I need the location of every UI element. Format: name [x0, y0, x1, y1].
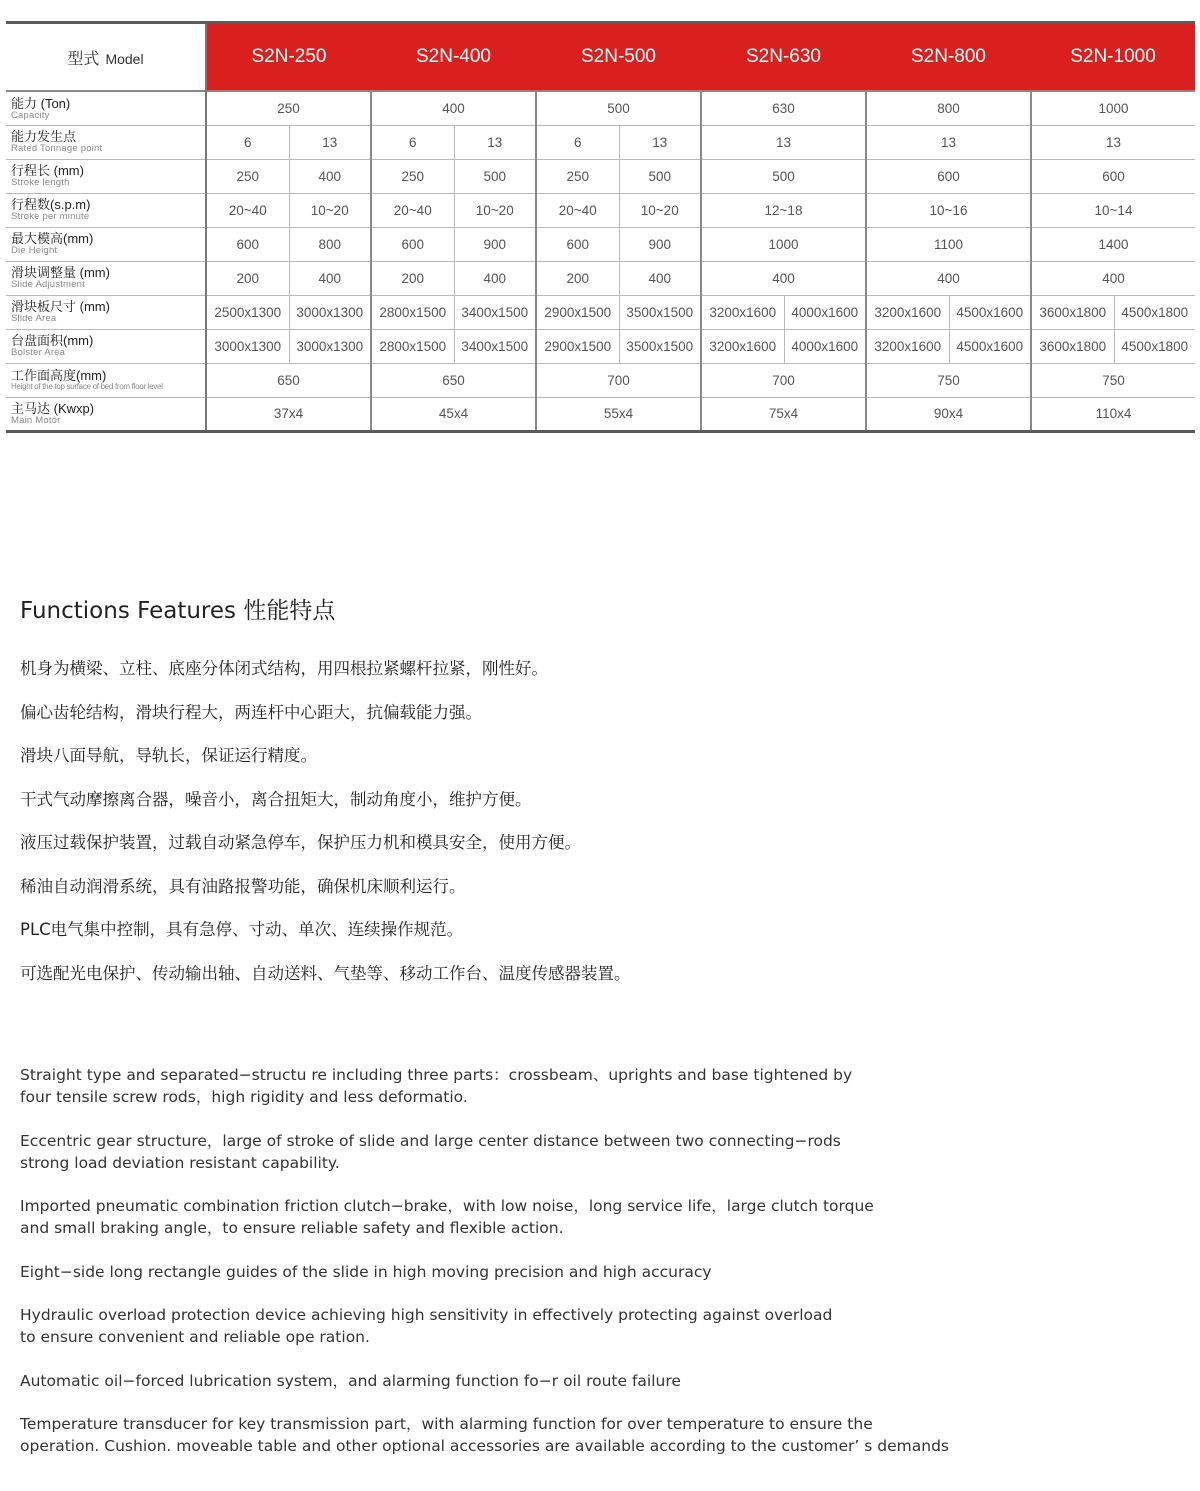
- spec-cell: 3400x1500: [454, 295, 536, 329]
- spec-cell: 12~18: [701, 193, 866, 227]
- spec-cell: 400: [289, 261, 371, 295]
- spec-cell: 500: [701, 159, 866, 193]
- feature-en-line: Eccentric gear structure，large of stroke of slide and large center distance between two connecting−rods: [20, 1131, 841, 1150]
- spec-cell: 75x4: [701, 397, 866, 431]
- spec-row: [6, 329, 1195, 363]
- spec-cell: 45x4: [371, 397, 536, 431]
- row-label: [6, 329, 206, 363]
- spec-cell: 400: [619, 261, 701, 295]
- spec-cell: 2900x1500: [536, 329, 619, 363]
- spec-cell: 600: [371, 227, 454, 261]
- spec-cell: 4500x1600: [949, 329, 1031, 363]
- feature-en-line: and small braking angle，to ensure reliable safety and flexible action.: [20, 1219, 564, 1237]
- spec-cell: 10~20: [619, 193, 701, 227]
- spec-cell: 600: [536, 227, 619, 261]
- spec-cell: 90x4: [866, 397, 1031, 431]
- model-header: [6, 23, 206, 92]
- row-label: [6, 227, 206, 261]
- spec-cell: 750: [866, 363, 1031, 397]
- spec-cell: 1000: [1031, 91, 1195, 125]
- spec-cell: 400: [701, 261, 866, 295]
- spec-cell: 750: [1031, 363, 1195, 397]
- spec-cell: 3500x1500: [619, 329, 701, 363]
- spec-cell: 20~40: [371, 193, 454, 227]
- row-label-cn: 能力发生点: [11, 129, 77, 145]
- feature-en-item: [20, 1370, 980, 1392]
- feature-en-item: [20, 1413, 980, 1457]
- feature-cn-item: 滑块八面导航，导轨长，保证运行精度。: [20, 746, 317, 765]
- row-label-cn: 台盘面积(mm): [11, 333, 94, 349]
- model-column-header: S2N-400: [371, 23, 536, 92]
- spec-cell: 400: [454, 261, 536, 295]
- row-label: [6, 159, 206, 193]
- spec-cell: 4500x1600: [949, 295, 1031, 329]
- feature-en-line: Eight−side long rectangle guides of the slide in high moving precision and high accuracy: [20, 1262, 712, 1281]
- spec-cell: 3000x1300: [289, 295, 371, 329]
- spec-cell: 4000x1600: [784, 295, 866, 329]
- spec-cell: 6: [371, 125, 454, 159]
- spec-cell: 200: [206, 261, 289, 295]
- spec-cell: 3200x1600: [701, 295, 784, 329]
- row-label-cn: 最大模高(mm): [11, 231, 94, 247]
- spec-cell: 13: [701, 125, 866, 159]
- row-label-en: Rated Tonnage point: [11, 143, 103, 155]
- spec-cell: 650: [206, 363, 371, 397]
- feature-en-item: [20, 1304, 980, 1348]
- spec-cell: 900: [454, 227, 536, 261]
- spec-cell: 2800x1500: [371, 295, 454, 329]
- spec-cell: 700: [536, 363, 701, 397]
- spec-cell: 3200x1600: [701, 329, 784, 363]
- spec-cell: 1100: [866, 227, 1031, 261]
- spec-row: [6, 193, 1195, 227]
- spec-cell: 110x4: [1031, 397, 1195, 431]
- spec-cell: 900: [619, 227, 701, 261]
- feature-en-item: [20, 1130, 980, 1174]
- row-label-en: Die Height: [11, 245, 58, 257]
- spec-cell: 2800x1500: [371, 329, 454, 363]
- spec-cell: 10~14: [1031, 193, 1195, 227]
- row-label: [6, 397, 206, 431]
- spec-cell: 200: [536, 261, 619, 295]
- row-label: [6, 91, 206, 125]
- spec-cell: 1400: [1031, 227, 1195, 261]
- feature-en-line: four tensile screw rods，high rigidity and less deformatio.: [20, 1088, 468, 1106]
- feature-en-line: Straight type and separated−structu re including three parts：crossbeam、uprights and base tightened by: [20, 1066, 853, 1084]
- feature-en-item: [20, 1064, 980, 1108]
- feature-cn-item: 机身为横梁、立柱、底座分体闭式结构，用四根拉紧螺杆拉紧，刚性好。: [20, 659, 548, 678]
- feature-cn-item: PLC电气集中控制，具有急停、寸动、单次、连续操作规范。: [20, 920, 464, 939]
- model-column-header: S2N-800: [866, 23, 1031, 92]
- feature-en-item: [20, 1261, 980, 1283]
- row-label: [6, 261, 206, 295]
- spec-cell: 800: [289, 227, 371, 261]
- spec-cell: 13: [866, 125, 1031, 159]
- spec-cell: 3500x1500: [619, 295, 701, 329]
- spec-row: [6, 227, 1195, 261]
- spec-cell: 3400x1500: [454, 329, 536, 363]
- spec-cell: 4500x1800: [1114, 295, 1195, 329]
- row-label-en: Slide Adjustment: [11, 279, 85, 291]
- spec-cell: 6: [206, 125, 289, 159]
- spec-cell: 400: [1031, 261, 1195, 295]
- spec-row: [6, 125, 1195, 159]
- feature-cn-item: 可选配光电保护、传动输出轴、自动送料、气垫等、移动工作台、温度传感器装置。: [20, 963, 631, 983]
- spec-cell: 500: [619, 159, 701, 193]
- spec-cell: 250: [536, 159, 619, 193]
- spec-row: [6, 363, 1195, 397]
- model-column-header: S2N-250: [206, 23, 371, 92]
- features-cn-list: [20, 655, 631, 1003]
- spec-cell: 13: [1031, 125, 1195, 159]
- spec-table: [6, 21, 1195, 433]
- spec-cell: 10~20: [289, 193, 371, 227]
- feature-en-line: strong load deviation resistant capability.: [20, 1153, 340, 1172]
- feature-cn-item: 干式气动摩擦离合器，噪音小，离合扭矩大，制动角度小，维护方便。: [20, 789, 532, 809]
- spec-cell: 10~16: [866, 193, 1031, 227]
- spec-cell: 250: [206, 91, 371, 125]
- row-label-cn: 行程长 (mm): [11, 163, 84, 179]
- feature-en-line: operation. Cushion. moveable table and other optional accessories are available according to the customer’ s demands: [20, 1437, 950, 1455]
- spec-row: [6, 397, 1195, 431]
- feature-cn-item: 稀油自动润滑系统，具有油路报警功能，确保机床顺利运行。: [20, 876, 466, 896]
- spec-row: [6, 159, 1195, 193]
- row-label: [6, 125, 206, 159]
- spec-cell: 2900x1500: [536, 295, 619, 329]
- spec-cell: 20~40: [536, 193, 619, 227]
- row-label: [6, 295, 206, 329]
- spec-cell: 650: [371, 363, 536, 397]
- model-column-header: S2N-1000: [1031, 23, 1195, 92]
- spec-row: [6, 91, 1195, 125]
- spec-cell: 700: [701, 363, 866, 397]
- spec-table-body: [6, 91, 1195, 431]
- row-label-cn: 主马达 (Kwxp): [11, 400, 95, 416]
- spec-cell: 20~40: [206, 193, 289, 227]
- spec-cell: 3600x1800: [1031, 295, 1114, 329]
- row-label-en: Slide Area: [11, 313, 57, 325]
- spec-cell: 400: [866, 261, 1031, 295]
- spec-cell: 600: [206, 227, 289, 261]
- row-label-en: Height of the top surface of bed from floor level: [11, 382, 163, 391]
- spec-cell: 400: [371, 91, 536, 125]
- row-label-cn: 能力 (Ton): [11, 95, 71, 111]
- row-label-en: Stroke length: [11, 177, 70, 189]
- spec-row: [6, 261, 1195, 295]
- row-label-en: Main Motor: [11, 414, 61, 426]
- spec-cell: 500: [454, 159, 536, 193]
- spec-cell: 1000: [701, 227, 866, 261]
- spec-cell: 13: [619, 125, 701, 159]
- spec-cell: 6: [536, 125, 619, 159]
- feature-en-line: Temperature transducer for key transmission part，with alarming function for over temperature to ensure the: [20, 1415, 873, 1433]
- spec-cell: 13: [454, 125, 536, 159]
- spec-cell: 500: [536, 91, 701, 125]
- row-label-cn: 滑块板尺寸 (mm): [11, 299, 110, 315]
- spec-cell: 800: [866, 91, 1031, 125]
- spec-cell: 250: [371, 159, 454, 193]
- spec-cell: 10~20: [454, 193, 536, 227]
- spec-cell: 3200x1600: [866, 295, 949, 329]
- header-row: [6, 23, 1195, 92]
- row-label-cn: 工作面高度(mm): [11, 368, 107, 383]
- spec-cell: 2500x1300: [206, 295, 289, 329]
- feature-en-line: Hydraulic overload protection device achieving high sensitivity in effectively protecting against overload: [20, 1306, 833, 1324]
- spec-cell: 600: [866, 159, 1031, 193]
- row-label-en: Stroke per minute: [11, 211, 90, 223]
- feature-cn-item: 偏心齿轮结构，滑块行程大，两连杆中心距大，抗偏载能力强。: [20, 702, 482, 722]
- feature-cn-item: 液压过载保护装置，过载自动紧急停车，保护压力机和模具安全，使用方便。: [20, 833, 581, 852]
- spec-cell: 3200x1600: [866, 329, 949, 363]
- row-label: [6, 193, 206, 227]
- spec-cell: 250: [206, 159, 289, 193]
- spec-cell: 200: [371, 261, 454, 295]
- spec-cell: 600: [1031, 159, 1195, 193]
- spec-cell: 3600x1800: [1031, 329, 1114, 363]
- row-label-en: Bolster Area: [11, 347, 66, 359]
- spec-cell: 3000x1300: [289, 329, 371, 363]
- feature-en-line: Imported pneumatic combination friction clutch−brake，with low noise，long service life，large clutch torque: [20, 1197, 874, 1215]
- row-label-cn: 行程数(s.p.m): [11, 197, 91, 213]
- spec-cell: 37x4: [206, 397, 371, 431]
- spec-cell: 630: [701, 91, 866, 125]
- row-label-cn: 滑块调整量 (mm): [11, 265, 110, 281]
- feature-en-line: to ensure convenient and reliable ope ration.: [20, 1328, 370, 1346]
- features-en-list: [20, 1064, 980, 1479]
- feature-en-item: [20, 1195, 980, 1239]
- row-label-en: Capacity: [11, 109, 50, 121]
- model-label-cn: 型式: [67, 50, 100, 68]
- spec-cell: 13: [289, 125, 371, 159]
- model-column-header: S2N-630: [701, 23, 866, 92]
- spec-cell: 400: [289, 159, 371, 193]
- features-title: Functions Features 性能特点: [20, 598, 336, 624]
- spec-cell: 4000x1600: [784, 329, 866, 363]
- spec-cell: 4500x1800: [1114, 329, 1195, 363]
- spec-row: [6, 295, 1195, 329]
- model-label-en: Model: [105, 50, 144, 67]
- spec-cell: 3000x1300: [206, 329, 289, 363]
- model-column-header: S2N-500: [536, 23, 701, 92]
- spec-cell: 55x4: [536, 397, 701, 431]
- row-label: [6, 363, 206, 397]
- feature-en-line: Automatic oil−forced lubrication system，and alarming function fo−r oil route failure: [20, 1371, 681, 1390]
